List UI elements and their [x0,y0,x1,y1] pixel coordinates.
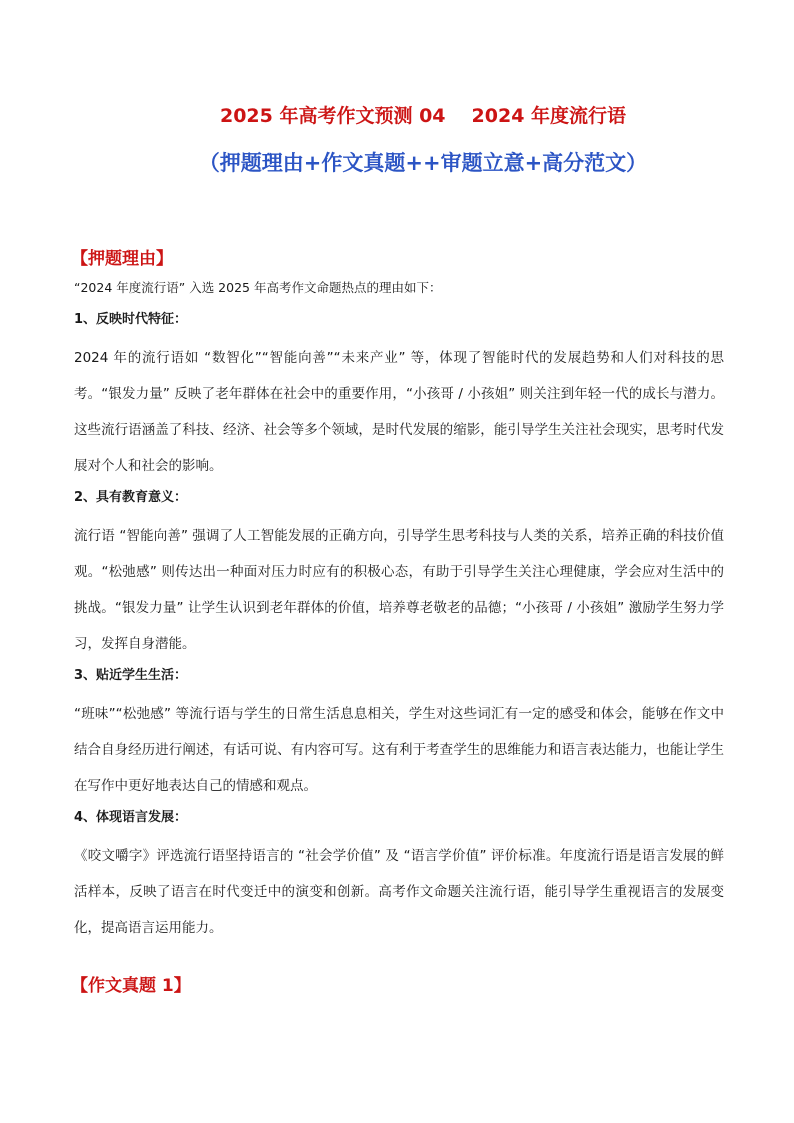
reasons-content [74,278,724,950]
title-part-1: 2025 年高考作文预测 04 [219,105,446,127]
point-3-body: “班味”“松弛感” 等流行语与学生的日常生活息息相关，学生对这些词汇有一定的感受和体会，能够在作文中结合自身经历进行阐述，有话可说、有内容可写。这有利于考查学生的思维能力和语言表达能力，也能让学生在写作中更好地表达自己的情感和观点。 [74,706,724,794]
point-4-body: 《咬文嚼字》评选流行语坚持语言的 “社会学价值” 及 “语言学价值” 评价标准。年度流行语是语言发展的鲜活样本，反映了语言在时代变迁中的演变和创新。高考作文命题关注流行语，能引导学生重视语言的发展变化，提高语言运用能力。 [74,848,724,936]
point-2-title: 2、具有教育意义： [74,490,188,505]
point-2-body: 流行语 “智能向善” 强调了人工智能发展的正确方向，引导学生思考科技与人类的关系，培养正确的科技价值观。“松弛感” 则传达出一种面对压力时应有的积极心态，有助于引导学生关注心理健康，学会应对生活中的挑战。“银发力量” 让学生认识到老年群体的价值，培养尊老敬老的品德；“小孩哥 / 小孩姐” 激励学生努力学习，发挥自身潜能。 [74,528,724,652]
section-heading-reasons: 【押题理由】 [71,249,173,269]
intro-paragraph: “2024 年度流行语” 入选 2025 年高考作文命题热点的理由如下： [74,280,442,295]
point-1-title: 1、反映时代特征： [74,312,188,327]
document-subtitle: （押题理由+作文真题++审题立意+高分范文） [198,151,648,175]
section-heading-exam-question: 【作文真题 1】 [71,976,191,996]
point-3-title: 3、贴近学生生活： [74,668,188,683]
point-4-title: 4、体现语言发展： [74,810,188,825]
title-part-2: 2024 年度流行语 [471,105,627,127]
point-1-body: 2024 年的流行语如 “数智化”“智能向善”“未来产业” 等，体现了智能时代的发展趋势和人们对科技的思考。“银发力量” 反映了老年群体在社会中的重要作用，“小孩哥 / 小孩姐” 则关注到年轻一代的成长与潜力。这些流行语涵盖了科技、经济、社会等多个领域，是时代发展的缩影，能引导学生关注社会现实，思考时代发展对个人和社会的影响。 [74,350,724,474]
document-title [0,101,794,128]
